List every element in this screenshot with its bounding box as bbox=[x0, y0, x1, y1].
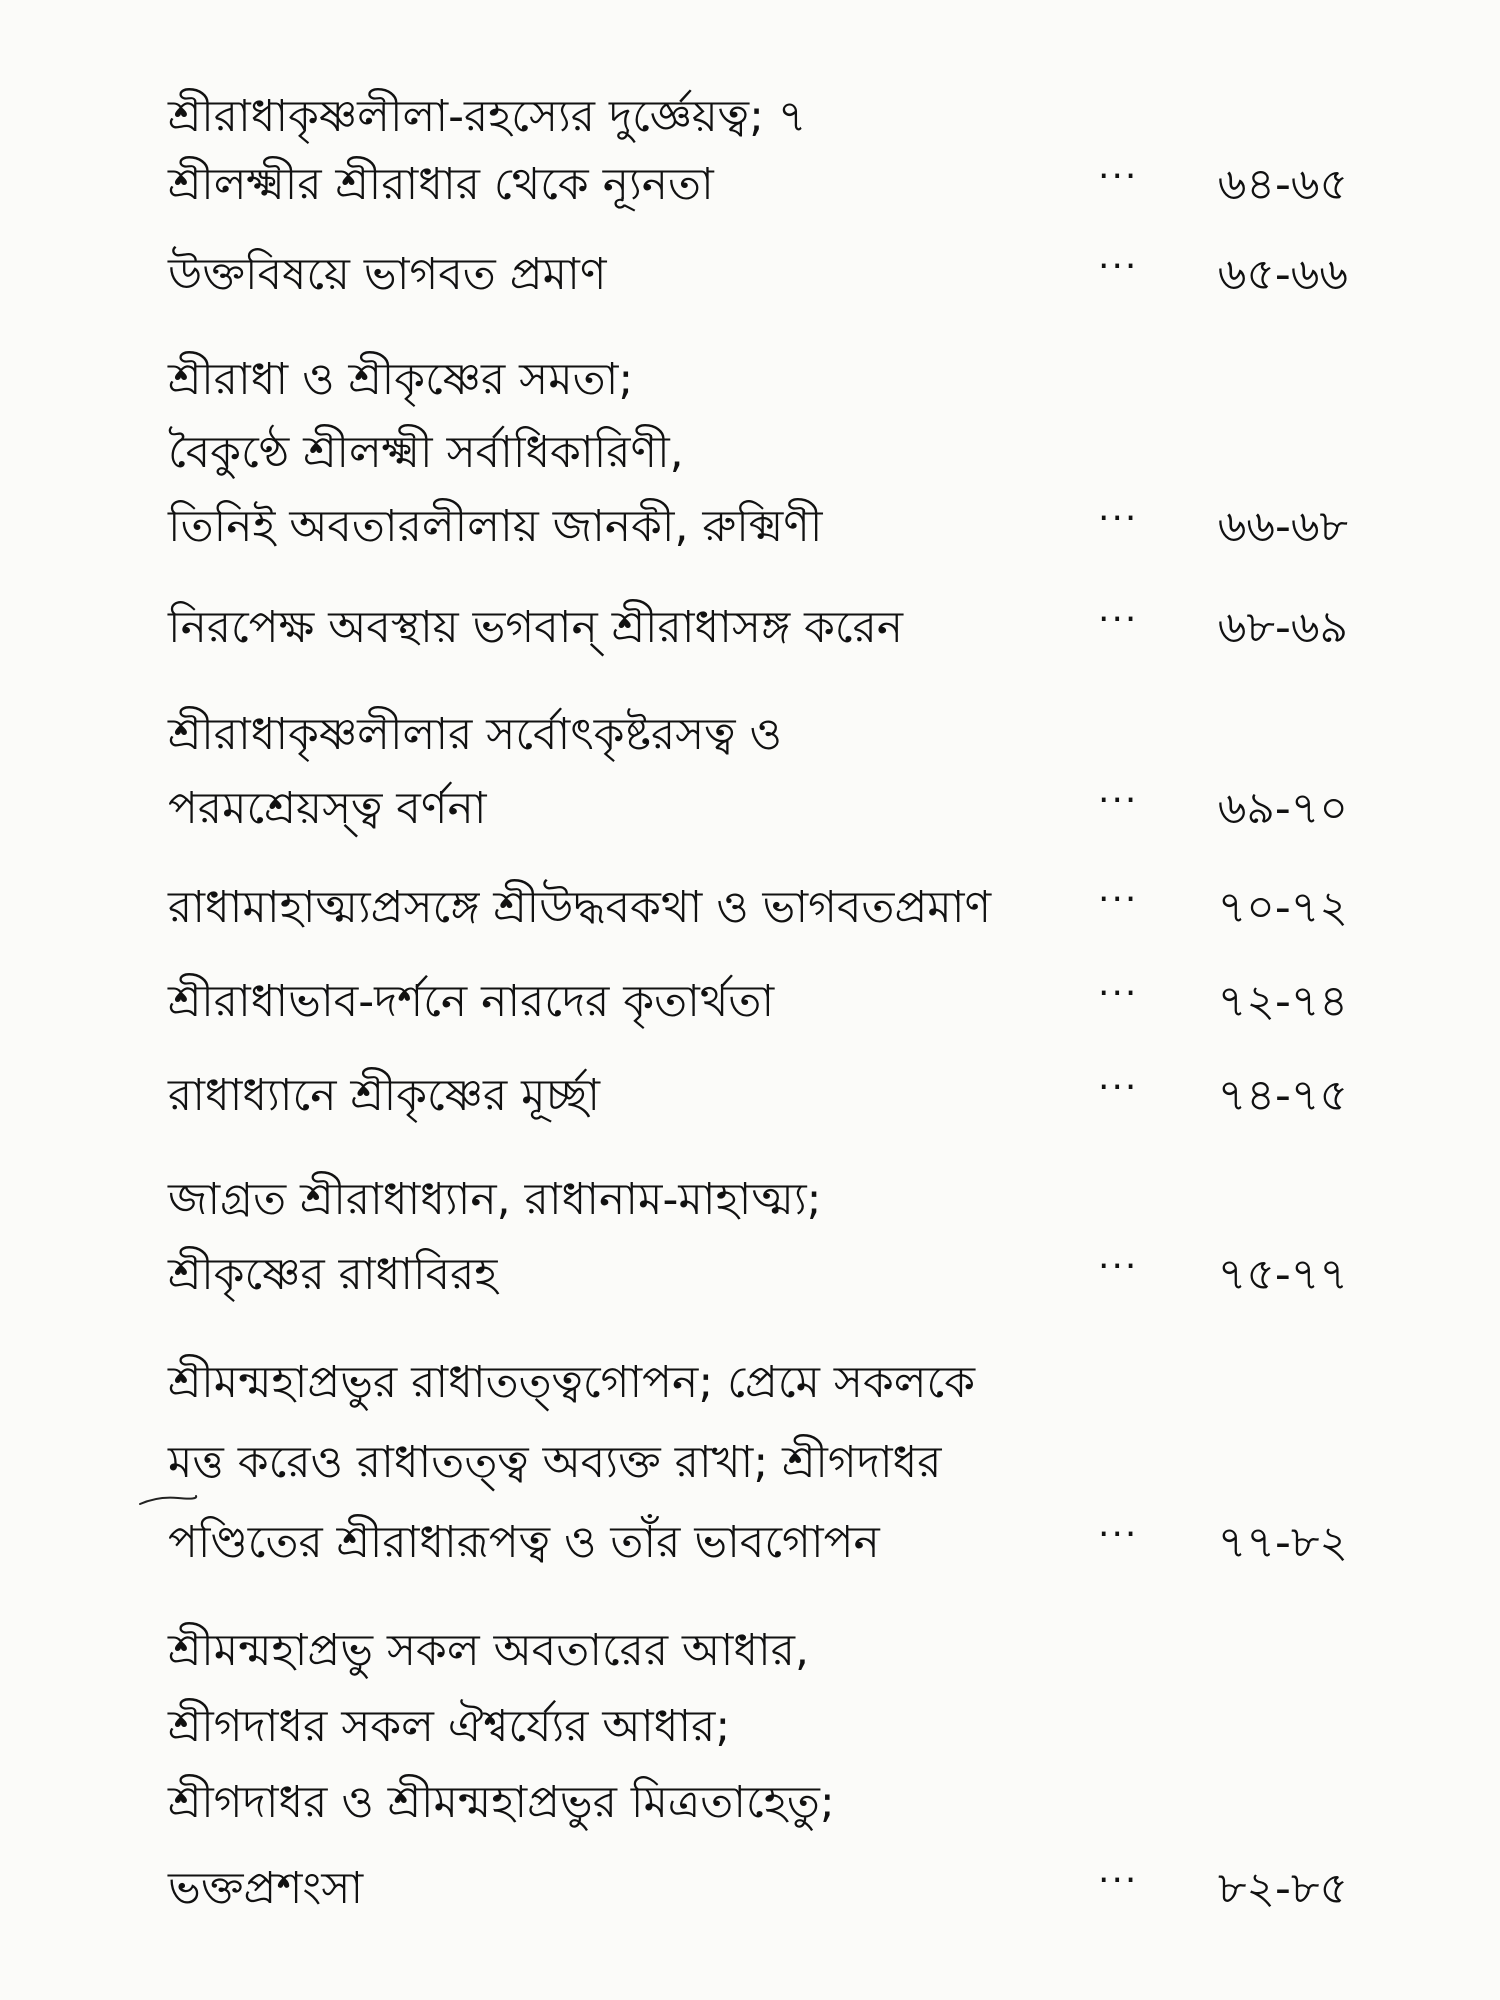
dot-leader: ··· bbox=[1098, 498, 1139, 539]
pen-mark bbox=[138, 1490, 198, 1508]
dot-leader: ··· bbox=[1098, 599, 1139, 640]
page-range: ৬৬-৬৮ bbox=[1217, 501, 1348, 552]
toc-entry-text: পরমশ্রেয়স্ত্ব বর্ণনা bbox=[168, 783, 487, 834]
toc-line bbox=[168, 418, 1348, 488]
toc-entry-text: শ্রীকৃষ্ণের রাধাবিরহ bbox=[168, 1249, 498, 1300]
toc-line bbox=[168, 492, 1348, 562]
toc-entry-text: ভক্তপ্রশংসা bbox=[168, 1863, 364, 1914]
toc-line bbox=[168, 1061, 1348, 1131]
toc-entry-text: শ্রীরাধাকৃষ্ণলীলা-রহস্যের দুর্জ্ঞেয়ত্ব; ৭ bbox=[168, 91, 807, 142]
toc-line bbox=[168, 873, 1348, 943]
toc-entry-text: রাধামাহাত্ম্যপ্রসঙ্গে শ্রীউদ্ধবকথা ও ভাগবতপ্রমাণ bbox=[168, 882, 992, 933]
dot-leader: ··· bbox=[1098, 156, 1139, 197]
toc-line bbox=[168, 1616, 1348, 1686]
toc-entry-text: শ্রীমন্মহাপ্রভু সকল অবতারের আধার, bbox=[168, 1625, 809, 1676]
toc-entry-text: নিরপেক্ষ অবস্থায় ভগবান্ শ্রীরাধাসঙ্গ করেন bbox=[168, 602, 904, 653]
dot-leader: ··· bbox=[1098, 1067, 1139, 1108]
dot-leader: ··· bbox=[1098, 246, 1139, 287]
page-range: ৬৫-৬৬ bbox=[1217, 249, 1348, 300]
toc-entry-text: শ্রীলক্ষ্মীর শ্রীরাধার থেকে ন্যূনতা bbox=[168, 159, 714, 210]
toc-line bbox=[168, 82, 1348, 152]
dot-leader: ··· bbox=[1098, 1514, 1139, 1555]
page-range: ৭৫-৭৭ bbox=[1217, 1249, 1348, 1300]
toc-line bbox=[168, 1508, 1348, 1578]
toc-line bbox=[168, 1692, 1348, 1762]
toc-line bbox=[168, 774, 1348, 844]
toc-entry-text: শ্রীরাধাভাব-দর্শনে নারদের কৃতার্থতা bbox=[168, 976, 775, 1027]
toc-line bbox=[168, 593, 1348, 663]
page-range: ৬৯-৭০ bbox=[1217, 783, 1348, 834]
dot-leader: ··· bbox=[1098, 780, 1139, 821]
toc-line bbox=[168, 1854, 1348, 1924]
dot-leader: ··· bbox=[1098, 1246, 1139, 1287]
toc-line bbox=[168, 345, 1348, 415]
toc-line bbox=[168, 1240, 1348, 1310]
toc-entry-text: জাগ্রত শ্রীরাধাধ্যান, রাধানাম-মাহাত্ম্য; bbox=[168, 1174, 822, 1225]
page-range: ৭৪-৭৫ bbox=[1217, 1070, 1348, 1121]
toc-entry-text: শ্রীমন্মহাপ্রভুর রাধাতত্ত্বগোপন; প্রেমে সকলকে bbox=[168, 1357, 976, 1408]
page-range: ৭০-৭২ bbox=[1217, 882, 1348, 933]
toc-line bbox=[168, 1348, 1348, 1418]
toc-entry-text: শ্রীগদাধর সকল ঐশ্বর্য্যের আধার; bbox=[168, 1701, 731, 1752]
page-range: ৭২-৭৪ bbox=[1217, 976, 1348, 1027]
toc-line bbox=[168, 1768, 1348, 1838]
dot-leader: ··· bbox=[1098, 973, 1139, 1014]
dot-leader: ··· bbox=[1098, 1860, 1139, 1901]
dot-leader: ··· bbox=[1098, 879, 1139, 920]
toc-entry-text: শ্রীরাধাকৃষ্ণলীলার সর্বোৎকৃষ্টরসত্ব ও bbox=[168, 709, 782, 760]
toc-entry-text: মত্ত করেও রাধাতত্ত্ব অব্যক্ত রাখা; শ্রীগদাধর bbox=[168, 1437, 942, 1488]
toc-entry-text: রাধাধ্যানে শ্রীকৃষ্ণের মূর্চ্ছা bbox=[168, 1070, 600, 1121]
toc-line bbox=[168, 700, 1348, 770]
toc-entry-text: উক্তবিষয়ে ভাগবত প্রমাণ bbox=[168, 249, 607, 300]
page-range: ৭৭-৮২ bbox=[1217, 1517, 1348, 1568]
toc-line bbox=[168, 1428, 1348, 1498]
toc-line bbox=[168, 1165, 1348, 1235]
toc-entry-text: পণ্ডিতের শ্রীরাধারূপত্ব ও তাঁর ভাবগোপন bbox=[168, 1517, 880, 1568]
page-range: ৮২-৮৫ bbox=[1217, 1863, 1348, 1914]
toc-entry-text: তিনিই অবতারলীলায় জানকী, রুক্মিণী bbox=[168, 501, 823, 552]
toc-line bbox=[168, 240, 1348, 310]
toc-entry-text: বৈকুণ্ঠে শ্রীলক্ষ্মী সর্বাধিকারিণী, bbox=[168, 427, 684, 478]
toc-entry-text: শ্রীগদাধর ও শ্রীমন্মহাপ্রভুর মিত্রতাহেতু; bbox=[168, 1777, 835, 1828]
page-range: ৬৪-৬৫ bbox=[1217, 159, 1348, 210]
toc-line bbox=[168, 150, 1348, 220]
page-range: ৬৮-৬৯ bbox=[1217, 602, 1348, 653]
toc-line bbox=[168, 967, 1348, 1037]
toc-entry-text: শ্রীরাধা ও শ্রীকৃষ্ণের সমতা; bbox=[168, 354, 634, 405]
